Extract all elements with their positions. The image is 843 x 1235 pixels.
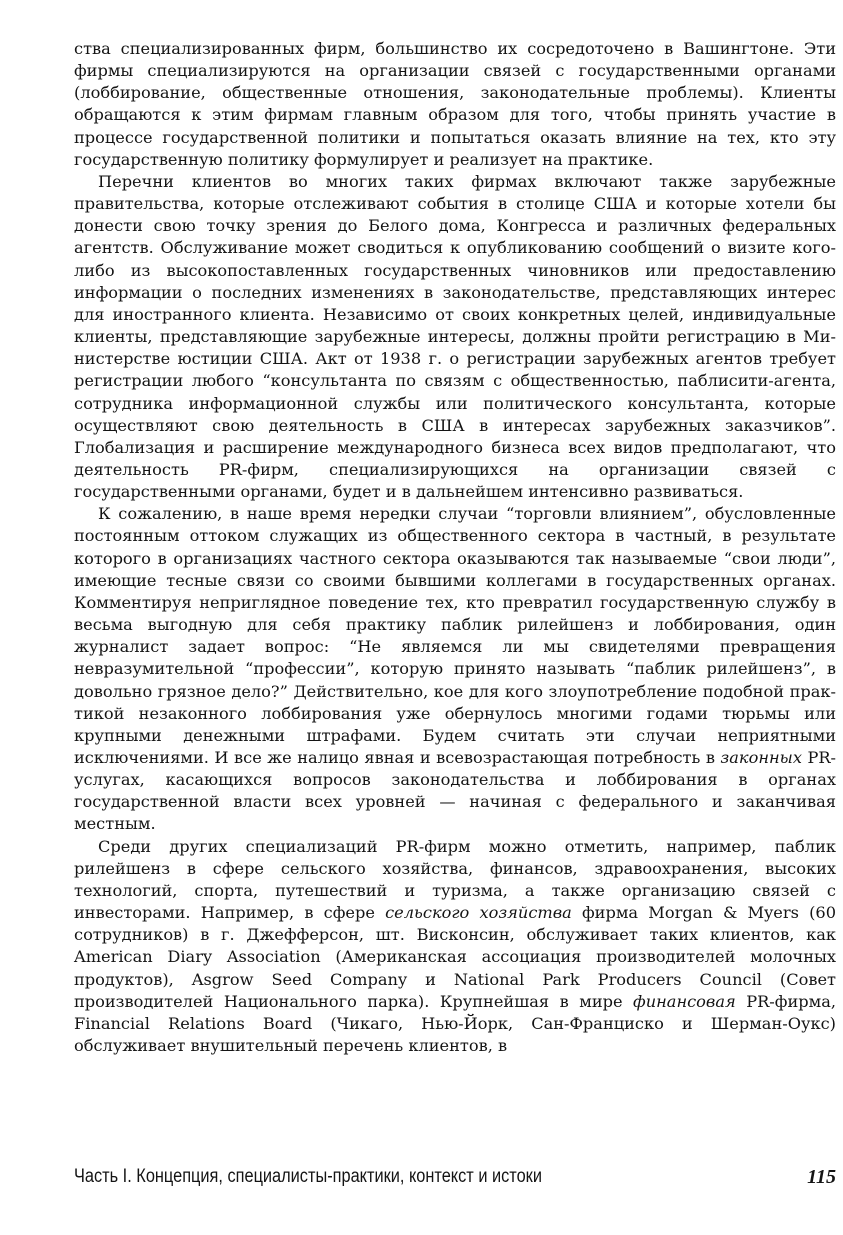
page-number: 115 — [807, 1166, 836, 1188]
paragraph-1: ства специализированных фирм, большинство их сосредоточено в Вашингтоне. Эти фирмы специализируются на организации связей с государственными органами (лоббирование, общественные отношения, законодательные проблемы). Клиенты обращаются к этим фирмам главным образом для того, чтобы принять участие в процессе государственной политики и попытаться оказать влияние на тех, кто эту государственную политику формулирует и реализует на практике. — [74, 39, 836, 169]
paragraph-3: К сожалению, в наше время нередки случаи “торговли влиянием”, обусловленные постоянным оттоком служащих из общественного сектора в частный, в результате которого в организациях частного сектора оказываются так называемые “свои люди”, имеющие тесные связи со своими бывшими коллегами в государственных органах. Комментируя неприглядное поведение тех, кто превратил государственную службу в весьма выгодную для себя практику паблик рилейшенз и лоббирования, один журналист задает вопрос: “Не являемся ли мы свидетелями превращения невразумительной “профессии”, которую принято называть “паблик рилейшенз”, в довольно грязное дело?” Действительно, кое для кого злоупотребление подобной практикой незаконного лоббирования уже обернулось многими годами тюрьмы или крупными денежными штрафами. Будем считать эти случаи неприятными исключениями. И все же налицо явная и всевозрастающая потребность в законных PR-услугах, касающихся вопросов законодательства и лоббирования в органах государственной власти всех уровней — начиная с федерального и заканчивая местным. — [74, 504, 836, 834]
page-body — [74, 38, 836, 1057]
paragraph-2: Перечни клиентов во многих таких фирмах включают также зарубежные правительства, которые отслеживают события в столице США и которые хотели бы донести свою точку зрения до Белого дома, Конгресса и различных федеральных агентств. Обслуживание может сводиться к опубликованию сообщений о визите кого-либо из высокопоставленных государственных чиновников или предоставлению информации о последних изменениях в законодательстве, представляющих интерес для иностранного клиента. Независимо от своих конкретных целей, индивидуальные клиенты, представляющие зарубежные интересы, должны пройти регистрацию в Министерстве юстиции США. Акт от 1938 г. о регистрации зарубежных агентов требует регистрации любого “консультанта по связям с общественностью, паблисити-агента, сотрудника информационной службы или политического консультанта, которые осуществляют свою деятельность в США в интересах зарубежных заказчиков”. Глобализация и расширение международного бизнеса всех видов предполагают, что деятельность PR-фирм, специализирующихся на организации связей с государственными органами, будет и в дальнейшем интенсивно развиваться. — [74, 171, 836, 502]
running-title: Часть I. Концепция, специалисты-практики, контекст и истоки — [74, 1166, 542, 1187]
paragraph-4: Среди других специализаций PR-фирм можно отметить, например, паблик рилейшенз в сфере сельского хозяйства, финансов, здравоохранения, высоких технологий, спорта, путешествий и туризма, а также организацию связей с инвесторами. Например, в сфере сельского хозяйства фирма Morgan & Myers (60 сотрудников) в г. Джефферсон, шт. Висконсин, обслуживает таких клиентов, как American Diary Association (Американская ассоциация производителей молочных продуктов), Asgrow Seed Company и National Park Producers Council (Совет производителей Национального парка). Крупнейшая в мире финансовая PR-фирма, Financial Relations Board (Чикаго, Нью-Йорк, Сан-Франциско и Шерман-Оукс) обслуживает внушительный перечень клиентов, в — [74, 836, 836, 1056]
page-footer — [74, 1166, 836, 1196]
